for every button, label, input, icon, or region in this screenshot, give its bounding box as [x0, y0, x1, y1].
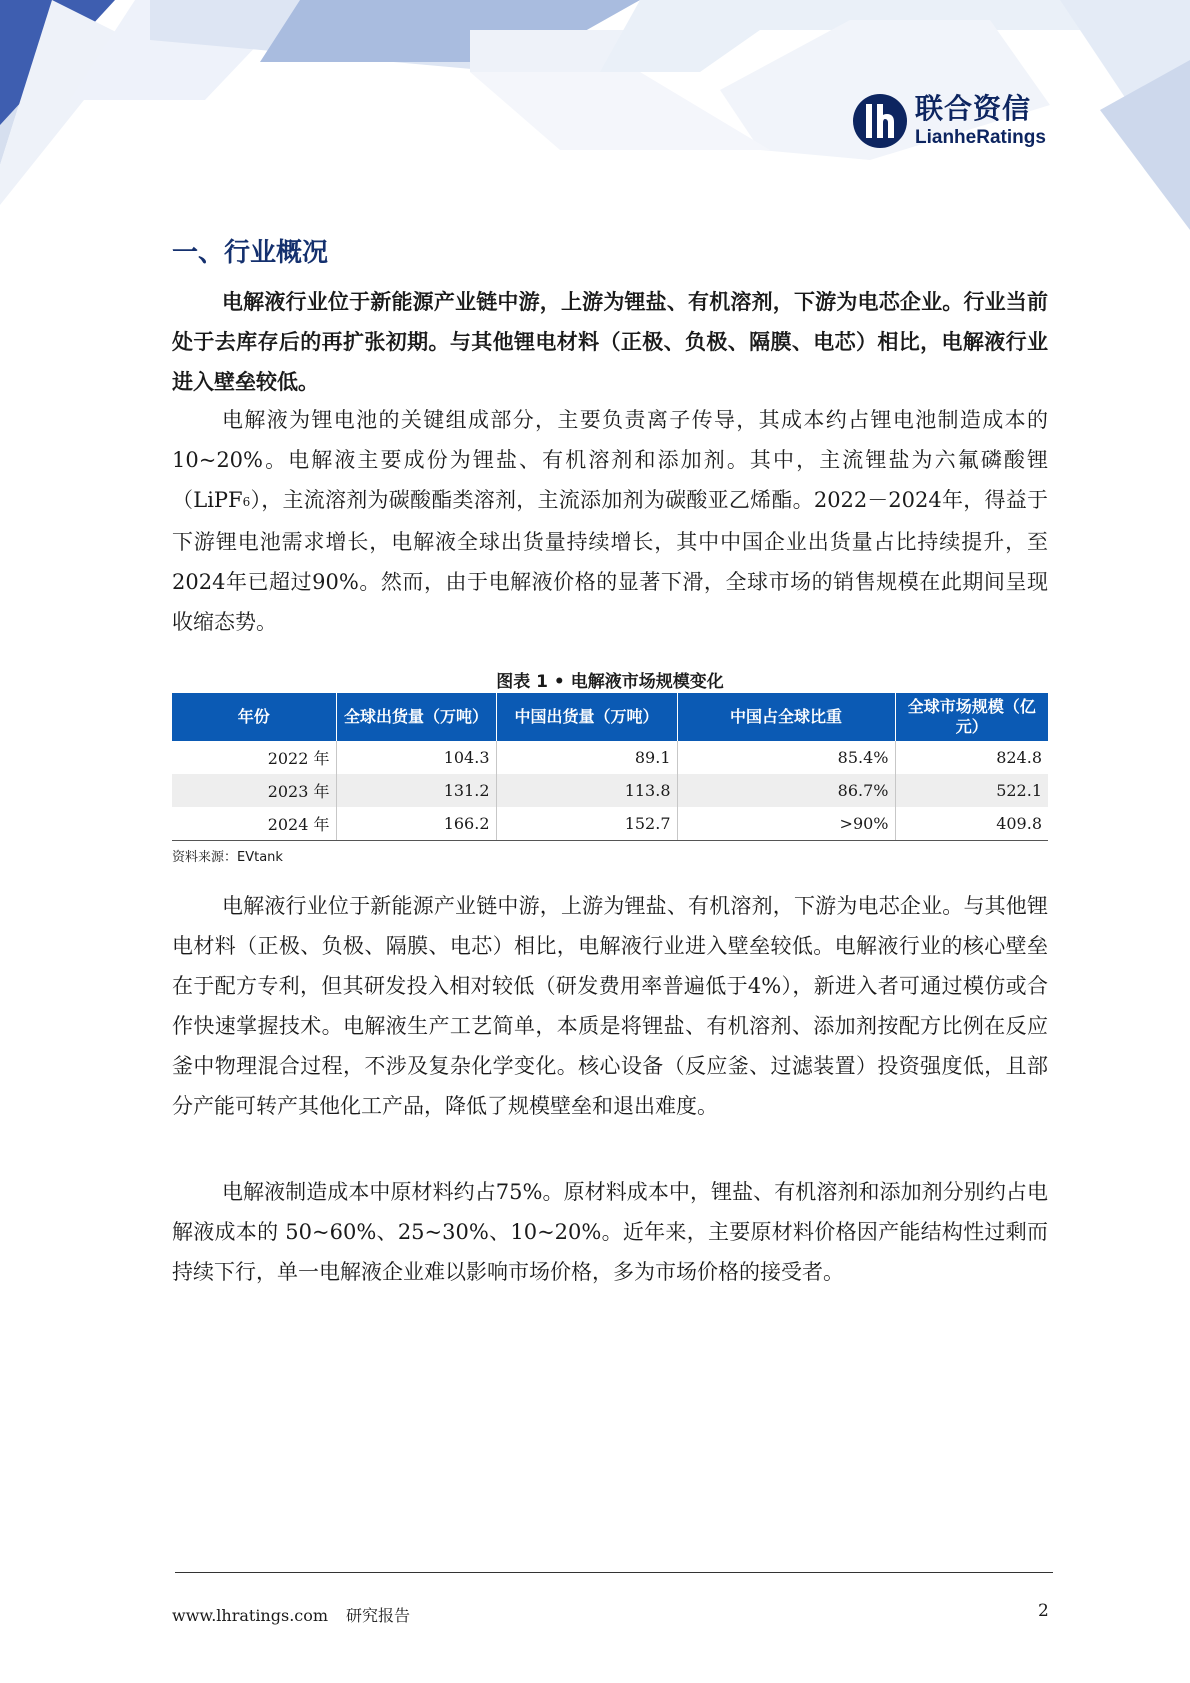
table-cell: 2024 年 [172, 807, 336, 841]
table-cell: 522.1 [895, 774, 1048, 807]
table-cell: 166.2 [336, 807, 496, 841]
paragraph-1-subscript: 6 [242, 495, 251, 509]
table-row [172, 807, 1048, 841]
section-title: 一、行业概况 [172, 238, 329, 268]
paragraph-2: 电解液行业位于新能源产业链中游，上游为锂盐、有机溶剂，下游为电芯企业。与其他锂电材料（正极、负极、隔膜、电芯）相比，电解液行业进入壁垒较低。电解液行业的核心壁垒在于配方专利，但其研发投入相对较低（研发费用率普遍低于4%），新进入者可通过模仿或合作快速掌握技术。电解液生产工艺简单，本质是将锂盐、有机溶剂、添加剂按配方比例在反应釜中物理混合过程，不涉及复杂化学变化。核心设备（反应釜、过滤装置）投资强度低，且部分产能可转产其他化工产品，降低了规模壁垒和退出难度。 [172, 894, 1048, 1118]
market-size-table [172, 693, 1048, 841]
table-cell: 85.4% [677, 741, 895, 774]
table-header-cell: 全球出货量（万吨） [336, 693, 496, 741]
page-number: 2 [1038, 1601, 1049, 1621]
table-cell: 104.3 [336, 741, 496, 774]
table-header-cell: 全球市场规模（亿元） [895, 693, 1048, 741]
lianhe-logo-icon [851, 92, 909, 150]
table-cell: 89.1 [496, 741, 677, 774]
brand-name-en: LianheRatings [915, 127, 1046, 148]
brand-name-cn: 联合资信 [915, 92, 1032, 125]
table-cell: >90% [677, 807, 895, 841]
table-header-row [172, 693, 1048, 741]
table-source: 资料来源：EVtank [172, 850, 283, 865]
table-cell: 131.2 [336, 774, 496, 807]
table-row [172, 741, 1048, 774]
table-cell: 2023 年 [172, 774, 336, 807]
table-row [172, 774, 1048, 807]
table-cell: 409.8 [895, 807, 1048, 841]
table-cell: 86.7% [677, 774, 895, 807]
paragraph-1-part-a: 电解液为锂电池的关键组成部分，主要负责离子传导，其成本约占锂电池制造成本的10~20%。电解液主要成份为锂盐、有机溶剂和添加剂。其中，主流锂盐为六氟磷酸锂（LiPF [172, 408, 1048, 512]
table-cell: 113.8 [496, 774, 677, 807]
paragraph-3: 电解液制造成本中原材料约占75%。原材料成本中，锂盐、有机溶剂和添加剂分别约占电解液成本的 50~60%、25~30%、10~20%。近年来，主要原材料价格因产能结构性过剩而持续下行，单一电解液企业难以影响市场价格，多为市场价格的接受者。 [172, 1180, 1048, 1284]
brand-logo [851, 92, 1046, 150]
table-header-cell: 年份 [172, 693, 336, 741]
paragraph-1 [172, 400, 1048, 642]
table-cell: 2022 年 [267, 749, 330, 768]
table-cell: 152.7 [496, 807, 677, 841]
footer-divider [175, 1572, 1053, 1573]
footer-doc-type: 研究报告 [346, 1606, 411, 1625]
paragraph-1-part-b: ），主流溶剂为碳酸酯类溶剂，主流添加剂为碳酸亚乙烯酯。2022－2024年，得益于下游锂电池需求增长，电解液全球出货量持续增长，其中中国企业出货量占比持续提升，至2024年已超过90%。然而，由于电解液价格的显著下滑，全球市场的销售规模在此期间呈现收缩态势。 [172, 488, 1048, 634]
figure-caption: 图表 1 • 电解液市场规模变化 [496, 672, 724, 692]
table-cell: 824.8 [895, 741, 1048, 774]
footer-website-link[interactable]: www.lhratings.com [172, 1606, 329, 1625]
table-header-cell: 中国占全球比重 [677, 693, 895, 741]
table-header-cell: 中国出货量（万吨） [496, 693, 677, 741]
footer-left [172, 1603, 410, 1626]
lead-paragraph: 电解液行业位于新能源产业链中游，上游为锂盐、有机溶剂，下游为电芯企业。行业当前处于去库存后的再扩张初期。与其他锂电材料（正极、负极、隔膜、电芯）相比，电解液行业进入壁垒较低。 [172, 290, 1048, 394]
